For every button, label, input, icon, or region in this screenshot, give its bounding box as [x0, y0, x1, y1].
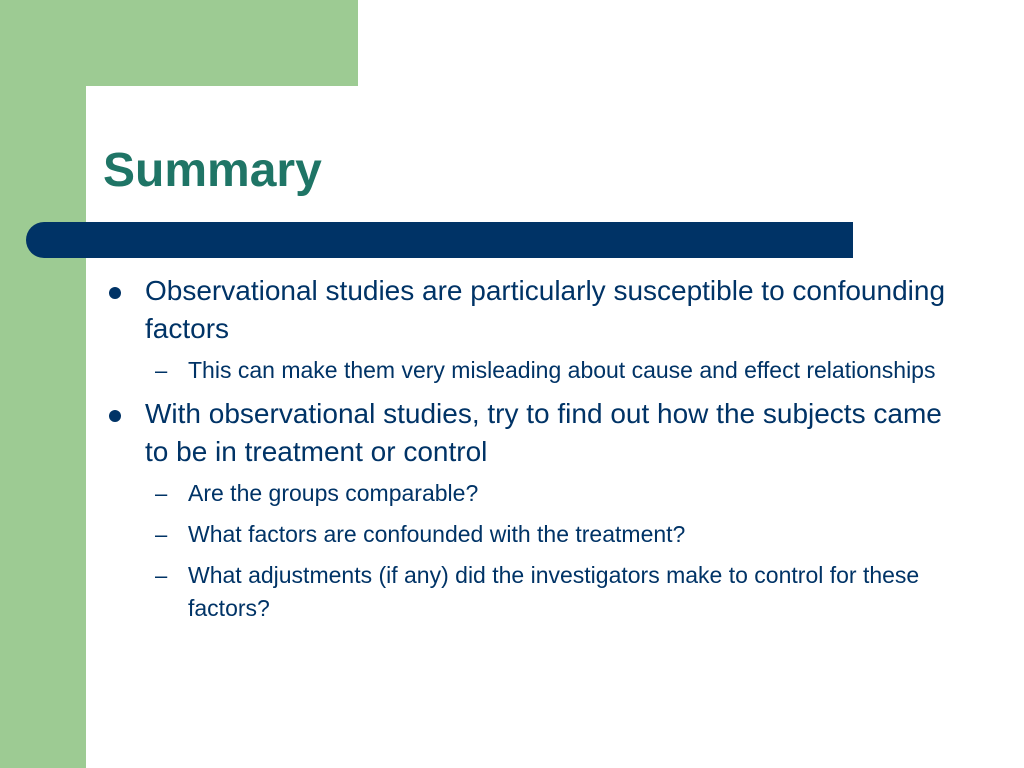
sub-bullet-item: [103, 477, 963, 510]
sub-bullet-item: [103, 354, 963, 387]
bullet-dot-icon: [109, 287, 121, 299]
sub-bullet-item: [103, 559, 963, 625]
left-green-band: [0, 0, 86, 768]
dash-icon: –: [155, 522, 168, 547]
bullet-item: [103, 395, 963, 471]
dash-icon: –: [155, 481, 168, 506]
bullet-text: With observational studies, try to find out how the subjects came to be in treatment or control: [145, 398, 942, 467]
bullet-text: Observational studies are particularly susceptible to confounding factors: [145, 275, 946, 344]
dash-icon: –: [155, 358, 168, 383]
rounded-corner: [86, 86, 146, 146]
bullet-item: [103, 272, 963, 348]
slide-title: Summary: [103, 144, 322, 197]
bullet-dot-icon: [109, 410, 121, 422]
title-accent-bar: [26, 222, 853, 258]
top-green-block: [86, 0, 358, 86]
sub-bullet-text: What factors are confounded with the treatment?: [188, 521, 686, 547]
sub-bullet-text: This can make them very misleading about cause and effect relationships: [188, 357, 936, 383]
sub-bullet-text: What adjustments (if any) did the investigators make to control for these factors?: [188, 562, 920, 621]
sub-bullet-item: [103, 518, 963, 551]
slide-body: [103, 272, 963, 633]
sub-bullet-text: Are the groups comparable?: [188, 480, 479, 506]
dash-icon: –: [155, 563, 168, 588]
